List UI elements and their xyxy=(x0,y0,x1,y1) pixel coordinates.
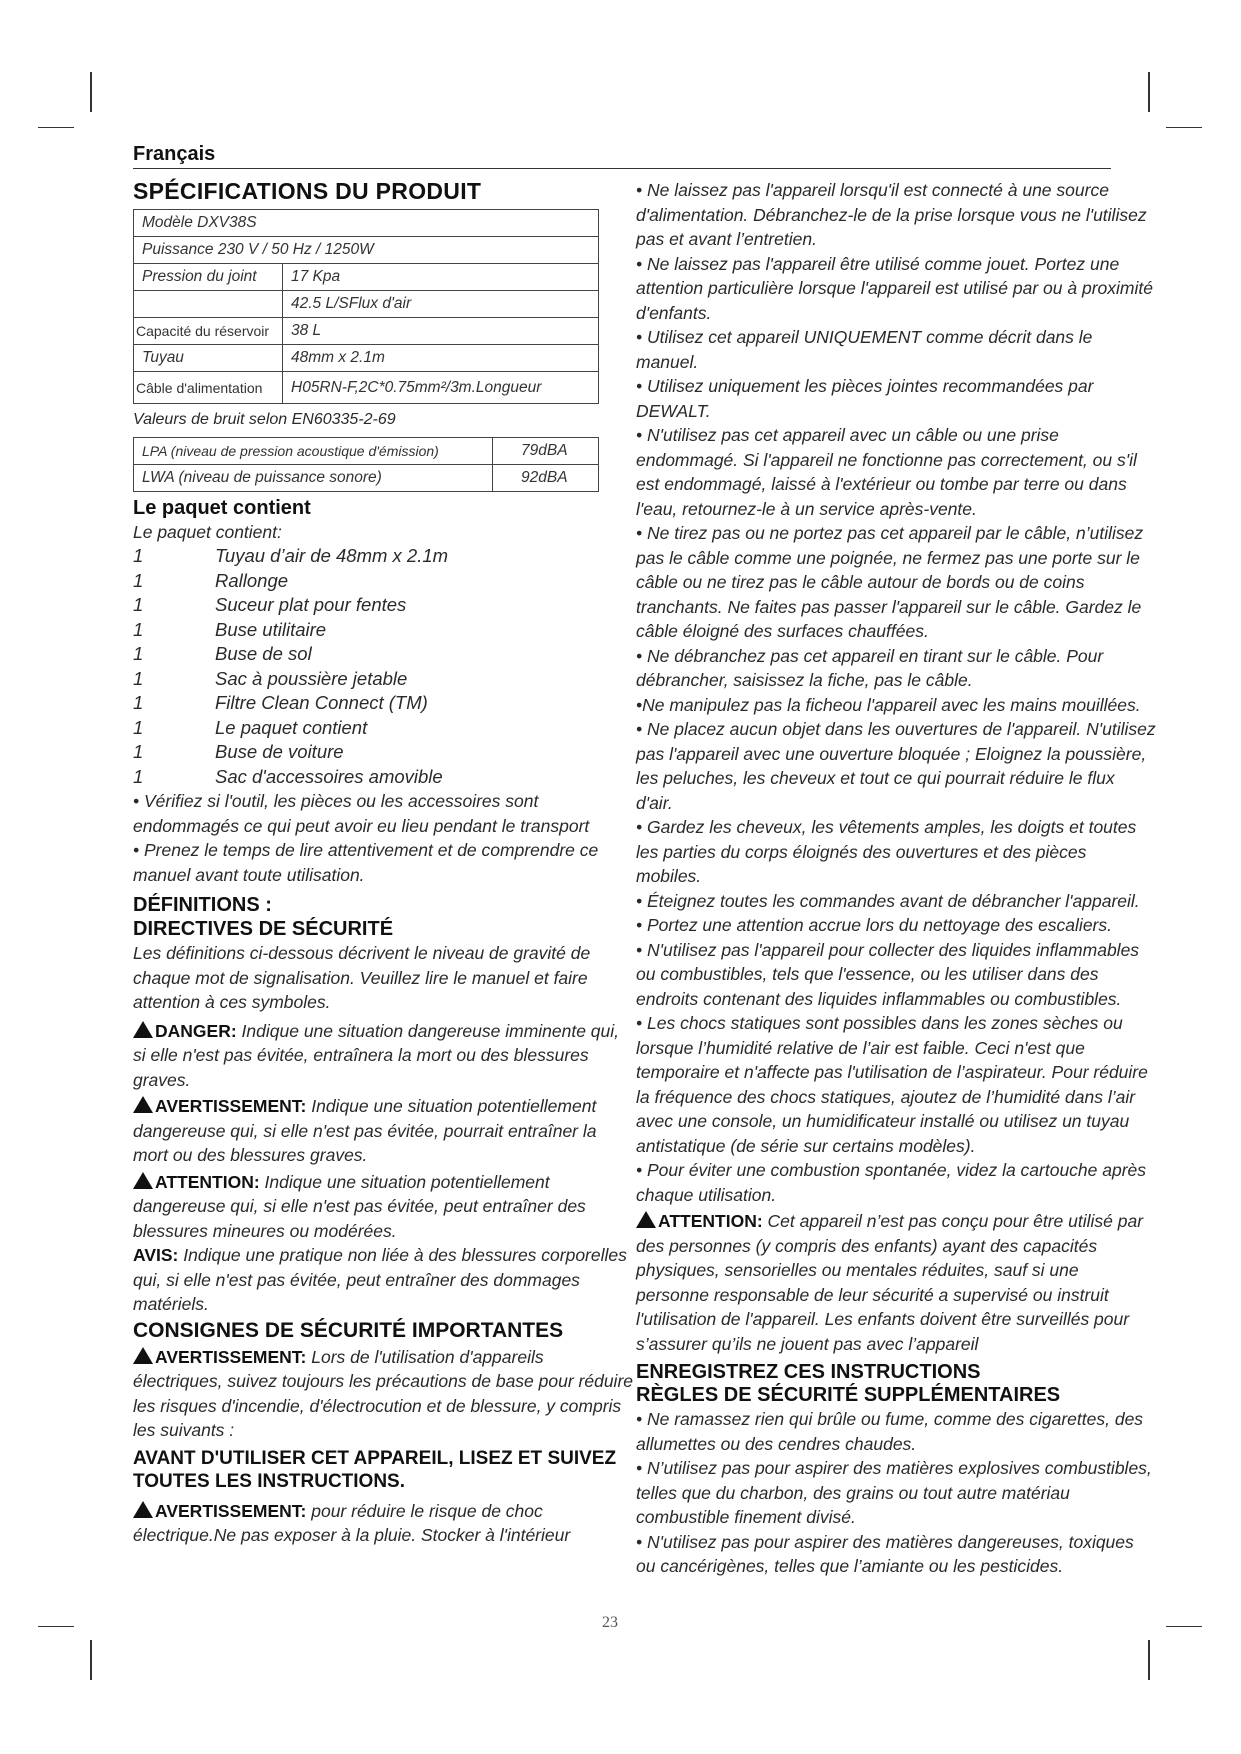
crop-mark xyxy=(1166,1626,1202,1627)
spec-label: Tuyau xyxy=(134,345,283,372)
package-item-name: Sac à poussière jetable xyxy=(215,667,408,689)
warning-text: Indique une situation potentiellement dangereuse qui, si elle n'est pas évitée, pourrait entraîner la mort ou des blessures graves. xyxy=(133,1096,597,1165)
caution-text: Indique une situation potentiellement dangereuse qui, si elle n'est pas évitée, peut entraîner des blessures mineures ou modérées. xyxy=(133,1171,586,1241)
package-item-qty: 1 xyxy=(133,545,144,566)
safety-bullet: • Les chocs statiques sont possibles dans les zones sèches ou lorsque l’humidité relative de l’air est faible. Ceci n'est que temporaire et n'affecte pas l'utilisation de l’aspirateur. Pour réduire la fréquence des chocs statiques, ajoutez de l’humidité dans l’air avec une console, un humidificateur installé ou utilisez un tuyau antistatique (de série sur certains modèles). xyxy=(636,1013,1148,1156)
extra-safety-bullet: • N’utilisez pas pour aspirer des matières explosives combustibles, telles que du charbon, des grains ou tout autre matériau combustible finement divisé. xyxy=(636,1458,1152,1527)
noise-value: 92dBA xyxy=(493,464,599,491)
spec-label: Pression du joint xyxy=(134,264,283,291)
spec-row xyxy=(134,318,599,345)
package-intro: Le paquet contient: xyxy=(133,521,282,542)
danger-text: Indique une situation dangereuse imminente qui, si elle n'est pas évitée, entraînera la mort ou des blessures graves. xyxy=(133,1020,620,1090)
warning-definition xyxy=(133,1094,633,1168)
package-list xyxy=(133,544,633,789)
safety-bullet: • Ne tirez pas ou ne portez pas cet appareil par le câble, n’utilisez pas le câble comme une poignée, ne fermez pas une porte sur le câble ou ne tirez pas le câble autour de bords ou de coins tranchants. Ne faites pas passer l'appareil sur le câble. Gardez le câble éloigné des surfaces chauffées. xyxy=(636,523,1144,641)
package-item-qty: 1 xyxy=(133,716,144,738)
safety-bullet: • Utilisez uniquement les pièces jointes recommandées par DEWALT. xyxy=(636,376,1094,421)
warning-label: AVERTISSEMENT: xyxy=(155,1096,307,1116)
spec-label: Capacité du réservoir xyxy=(134,318,283,345)
package-item-qty: 1 xyxy=(133,618,144,640)
spec-row xyxy=(134,372,599,404)
spec-row xyxy=(134,210,599,237)
safety-bullets xyxy=(636,178,1156,1207)
spec-cell: Puissance 230 V / 50 Hz / 1250W xyxy=(134,237,599,264)
important-warning xyxy=(133,1345,633,1443)
package-item-qty: 1 xyxy=(133,741,144,762)
shock-warning xyxy=(133,1499,633,1548)
safety-bullet: • N'utilisez pas cet appareil avec un câble ou une prise endommagé. Si l'appareil ne fonctionne pas correctement, ou s'il est endommagé, laissé à l'extérieur ou tombe par terre ou dans l'eau, retournez-le à un service après-vente. xyxy=(636,425,1137,519)
extra-safety-bullet: • Ne ramassez rien qui brûle ou fume, comme des cigarettes, des allumettes ou des cendres chaudes. xyxy=(636,1409,1144,1454)
attention-notice xyxy=(636,1209,1156,1356)
spec-value: 42.5 L/SFlux d'air xyxy=(283,291,599,318)
crop-mark xyxy=(1148,72,1150,112)
package-item xyxy=(133,618,633,643)
package-item xyxy=(133,593,633,618)
important-safety-title: CONSIGNES DE SÉCURITÉ IMPORTANTES xyxy=(133,1318,564,1342)
warning-triangle-icon xyxy=(636,1211,656,1228)
package-notes xyxy=(133,789,633,887)
attention-text: Cet appareil n’est pas conçu pour être utilisé par des personnes (y compris des enfants) ayant des capacités physiques, sensorielles ou mentales réduites, sauf si une personne responsable de leur sécurité a supervisé ou instruit l'utilisation de l'appareil. Les enfants doivent être surveillés pour s’assurer qu’ils ne jouent pas avec l’appareil xyxy=(636,1211,1144,1354)
shock-warning-text: pour réduire le risque de choc électrique.Ne pas exposer à la pluie. Stocker à l'intérieur xyxy=(133,1500,571,1545)
spec-label: Câble d'alimentation xyxy=(134,372,283,404)
notice-label: AVIS: xyxy=(133,1245,179,1265)
read-instructions-notice: AVANT D'UTILISER CET APPAREIL, LISEZ ET SUIVEZ TOUTES LES INSTRUCTIONS. xyxy=(133,1447,617,1492)
extra-rules-title: RÈGLES DE SÉCURITÉ SUPPLÉMENTAIRES xyxy=(636,1384,1061,1406)
save-instructions-title: ENREGISTREZ CES INSTRUCTIONS xyxy=(636,1361,981,1383)
package-item-name: Suceur plat pour fentes xyxy=(215,594,407,615)
noise-caption: Valeurs de bruit selon EN60335-2-69 xyxy=(133,411,396,428)
shock-warning-label: AVERTISSEMENT: xyxy=(155,1500,307,1521)
notice-definition xyxy=(133,1243,633,1317)
package-item xyxy=(133,569,633,594)
spec-value: H05RN-F,2C*0.75mm²/3m.Longueur xyxy=(283,372,599,404)
crop-mark xyxy=(38,1626,74,1627)
safety-bullet: •Ne manipulez pas la ficheou l'appareil avec les mains mouillées. xyxy=(636,694,1141,715)
package-item xyxy=(133,691,633,716)
warning-triangle-icon xyxy=(133,1021,153,1038)
left-column xyxy=(133,178,633,1548)
crop-mark xyxy=(90,1640,92,1680)
spec-value: 17 Kpa xyxy=(283,264,599,291)
spec-title: SPÉCIFICATIONS DU PRODUIT xyxy=(133,178,482,204)
spec-row xyxy=(134,237,599,264)
warning-triangle-icon xyxy=(133,1096,153,1113)
crop-mark xyxy=(1166,127,1202,128)
spec-value: 38 L xyxy=(283,318,599,345)
package-item xyxy=(133,765,633,790)
spec-cell: Modèle DXV38S xyxy=(134,210,599,237)
package-item-qty: 1 xyxy=(133,569,144,591)
package-item-name: Buse de sol xyxy=(215,643,312,664)
safety-bullet: • Ne laissez pas l'appareil lorsqu'il est connecté à une source d'alimentation. Débranchez-le de la prise lorsque vous ne l'utilisez pas et avant l’entretien. xyxy=(636,180,1147,249)
noise-row xyxy=(134,437,599,464)
language-header: Français xyxy=(133,143,216,165)
definitions-title: DÉFINITIONS : xyxy=(133,894,272,916)
package-item-name: Buse de voiture xyxy=(215,741,344,762)
safety-bullet: • Pour éviter une combustion spontanée, videz la cartouche après chaque utilisation. xyxy=(636,1160,1147,1205)
notice-text: Indique une pratique non liée à des blessures corporelles qui, si elle n'est pas évitée, peut entraîner des dommages matériels. xyxy=(133,1245,627,1314)
noise-label: LPA (niveau de pression acoustique d'émission) xyxy=(134,437,493,464)
package-item-qty: 1 xyxy=(133,643,144,664)
important-warning-label: AVERTISSEMENT: xyxy=(155,1346,307,1367)
safety-bullet: • Ne laissez pas l'appareil être utilisé comme jouet. Portez une attention particulière lorsque l'appareil est utilisé par ou à proximité d'enfants. xyxy=(636,253,1153,323)
spec-label xyxy=(134,291,283,318)
caution-label: ATTENTION: xyxy=(155,1171,260,1192)
crop-mark xyxy=(1148,1640,1150,1680)
noise-value: 79dBA xyxy=(493,437,599,464)
noise-label: LWA (niveau de puissance sonore) xyxy=(134,464,493,491)
safety-bullet: • Portez une attention accrue lors du nettoyage des escaliers. xyxy=(636,915,1112,935)
safety-directives-title: DIRECTIVES DE SÉCURITÉ xyxy=(133,918,394,940)
crop-mark xyxy=(90,72,92,112)
package-item-name: Tuyau d’air de 48mm x 2.1m xyxy=(215,545,449,566)
right-column xyxy=(636,178,1156,1579)
spec-row xyxy=(134,291,599,318)
package-item xyxy=(133,716,633,741)
noise-table xyxy=(133,437,599,492)
attention-label: ATTENTION: xyxy=(658,1211,763,1231)
safety-bullet: • Gardez les cheveux, les vêtements amples, les doigts et toutes les parties du corps éloignés des ouvertures et des pièces mobiles. xyxy=(636,817,1137,886)
package-item-name: Le paquet contient xyxy=(215,716,368,738)
package-item-name: Rallonge xyxy=(215,569,289,591)
package-item xyxy=(133,544,633,569)
spec-table xyxy=(133,209,599,404)
package-item xyxy=(133,740,633,765)
safety-bullet: • Utilisez cet appareil UNIQUEMENT comme décrit dans le manuel. xyxy=(636,327,1093,372)
warning-triangle-icon xyxy=(133,1347,153,1364)
definitions-intro: Les définitions ci-dessous décrivent le niveau de gravité de chaque mot de signalisation. Veuillez lire le manuel et faire attention à ces symboles. xyxy=(133,943,591,1012)
package-note: • Vérifiez si l'outil, les pièces ou les accessoires sont endommagés ce qui peut avoir eu lieu pendant le transport xyxy=(133,791,590,836)
page-number: 23 xyxy=(602,1614,618,1631)
spec-value: 48mm x 2.1m xyxy=(283,345,599,372)
safety-bullet: • Éteignez toutes les commandes avant de débrancher l'appareil. xyxy=(636,890,1140,911)
package-note: • Prenez le temps de lire attentivement et de comprendre ce manuel avant toute utilisation. xyxy=(133,840,599,885)
important-warning-text: Lors de l'utilisation d'appareils électriques, suivez toujours les précautions de base pour réduire les risques d'incendie, d'électrocution et de blessure, y compris les suivants : xyxy=(133,1346,634,1440)
safety-bullet: • N'utilisez pas l'appareil pour collecter des liquides inflammables ou combustibles, tels que l'essence, ou les utiliser dans des endroits contenant des liquides inflammables ou combustibles. xyxy=(636,939,1140,1009)
danger-definition xyxy=(133,1019,633,1093)
warning-triangle-icon xyxy=(133,1501,153,1518)
safety-bullet: • Ne débranchez pas cet appareil en tirant sur le câble. Pour débrancher, saisissez la fiche, pas le câble. xyxy=(636,645,1104,690)
spec-row xyxy=(134,264,599,291)
package-item xyxy=(133,667,633,692)
package-item-name: Buse utilitaire xyxy=(215,618,327,640)
noise-row xyxy=(134,464,599,491)
danger-label: DANGER: xyxy=(155,1020,237,1041)
caution-definition xyxy=(133,1170,633,1244)
safety-bullet: • Ne placez aucun objet dans les ouvertures de l'appareil. N'utilisez pas l'appareil avec une ouverture bloquée ; Eloignez la poussière, les peluches, les cheveux et tout ce qui pourrait réduire le flux d'air. xyxy=(636,719,1156,813)
header-rule xyxy=(133,168,1111,169)
package-item xyxy=(133,642,633,667)
package-item-name: Sac d'accessoires amovible xyxy=(215,765,443,787)
package-item-qty: 1 xyxy=(133,692,144,713)
package-title: Le paquet contient xyxy=(133,496,311,519)
extra-safety-bullets xyxy=(636,1407,1156,1579)
spec-row xyxy=(134,345,599,372)
package-item-qty: 1 xyxy=(133,765,144,787)
package-item-qty: 1 xyxy=(133,594,144,615)
warning-triangle-icon xyxy=(133,1172,153,1189)
package-item-qty: 1 xyxy=(133,667,144,689)
package-item-name: Filtre Clean Connect (TM) xyxy=(215,692,428,713)
extra-safety-bullet: • N'utilisez pas pour aspirer des matières dangereuses, toxiques ou cancérigènes, telles que l’amiante ou les pesticides. xyxy=(636,1531,1134,1576)
crop-mark xyxy=(38,127,74,128)
